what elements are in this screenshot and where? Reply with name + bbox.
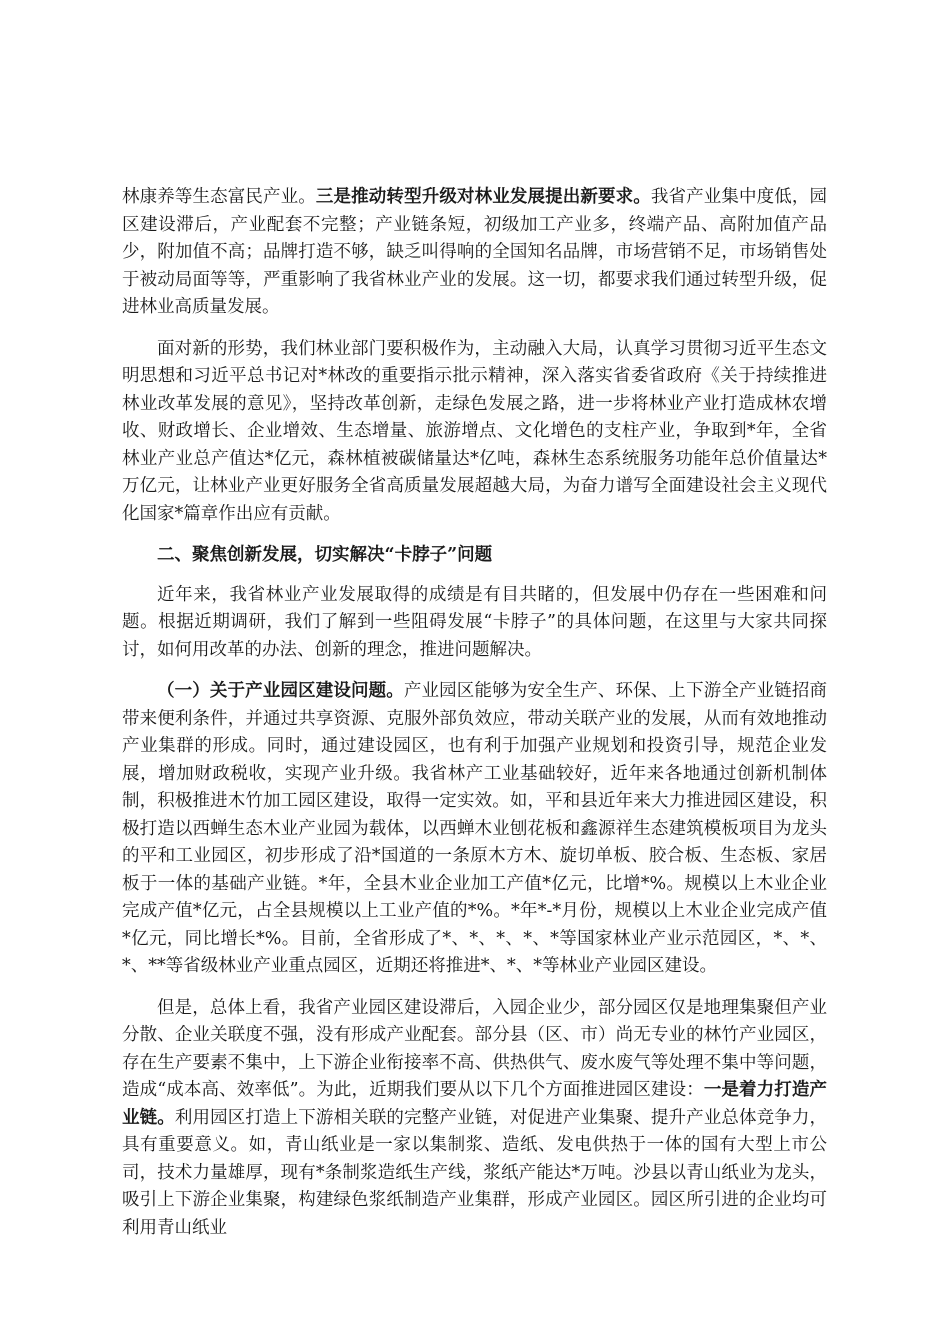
p1-text-c: 我省产业集中度低，园区建设滞后，产业配套不完整；产业链条短，初级加工产业多，终端产品、高附加值产品少，附加值不高；品牌打造不够，缺乏叫得响的全国知名品牌，市场营销不足，市场销售处于被动局面等等，严重影响了我省林业产业的发展。这一切，都要求我们通过转型升级，促进林业高质量发展。	[122, 187, 828, 317]
p5-bold-phrase: 一是着力打造产业链。	[122, 1080, 828, 1128]
section-heading-2: 二、聚焦创新发展，切实解决“卡脖子”问题	[157, 545, 493, 565]
paragraph-4	[122, 678, 827, 981]
paragraph-2: 面对新的形势，我们林业部门要积极作为，主动融入大局，认真学习贯彻习近平生态文明思想和习近平总书记对*林改的重要指示批示精神，深入落实省委省政府《关于持续推进林业改革发展的意见》，坚持改革创新，走绿色发展之路，进一步将林业产业打造成林农增收、财政增长、企业增效、生态增量、旅游增点、文化增色的支柱产业，争取到*年，全省林业产业总产值达*亿元，森林植被碳储量达*亿吨，森林生态系统服务功能年总价值量达*万亿元，让林业产业更好服务全省高质量发展超越大局，为奋力谱写全面建设社会主义现代化国家*篇章作出应有贡献。	[122, 338, 827, 524]
p1-text-a: 林康养等生态富民产业。	[122, 187, 316, 207]
document-page	[122, 184, 827, 1256]
p4-bold-heading: （一）关于产业园区建设问题。	[157, 681, 404, 701]
paragraph-1	[122, 184, 827, 322]
p5-text-a: 但是，总体上看，我省产业园区建设滞后，入园企业少，部分园区仅是地理集聚但产业分散、企业关联度不强，没有形成产业配套。部分县（区、市）尚无专业的林竹产业园区，存在生产要素不集中，上下游企业衔接率不高、供热供气、废水废气等处理不集中等问题，造成“成本高、效率低”。为此，近期我们要从以下几个方面推进园区建设：	[122, 997, 827, 1100]
p5-text-c: 利用园区打造上下游相关联的完整产业链，对促进产业集聚、提升产业总体竞争力，具有重要意义。如，青山纸业是一家以集制浆、造纸、发电供热于一体的国有大型上市公司，技术力量雄厚，现有*条制浆造纸生产线，浆纸产能达*万吨。沙县以青山纸业为龙头，吸引上下游企业集聚，构建绿色浆纸制造产业集群，形成产业园区。园区所引进的企业均可利用青山纸业	[122, 1107, 828, 1238]
paragraph-3: 近年来，我省林业产业发展取得的成绩是有目共睹的，但发展中仍存在一些困难和问题。根据近期调研，我们了解到一些阻碍发展“卡脖子”的具体问题，在这里与大家共同探讨，如何用改革的办法、创新的理念，推进问题解决。	[122, 584, 827, 660]
p1-bold-phrase: 三是推动转型升级对林业发展提出新要求。	[315, 187, 651, 207]
p4-text: 产业园区能够为安全生产、环保、上下游全产业链招商带来便利条件，并通过共享资源、克服外部负效应，带动关联产业的发展，从而有效地推动产业集群的形成。同时，通过建设园区，也有利于加强产业规划和投资引导，规范企业发展，增加财政税收，实现产业升级。我省林产工业基础较好，近年来各地通过创新机制体制，积极推进木竹加工园区建设，取得一定实效。如，平和县近年来大力推进园区建设，积极打造以西蝉生态木业产业园为载体，以西蝉木业刨花板和鑫源祥生态建筑模板项目为龙头的平和工业园区，初步形成了沿*国道的一条原木方木、旋切单板、胶合板、生态板、家居板于一体的基础产业链。*年，全县木业企业加工产值*亿元，比增*%。规模以上木业企业完成产值*亿元，占全县规模以上工业产值的*%。*年*-*月份，规模以上木业企业完成产值*亿元，同比增长*%。目前，全省形成了*、*、*、*、*等国家林业产业示范园区，*、*、*、**等省级林业产业重点园区，近期还将推进*、*、*等林业产业园区建设。	[122, 681, 828, 976]
paragraph-5	[122, 995, 827, 1243]
